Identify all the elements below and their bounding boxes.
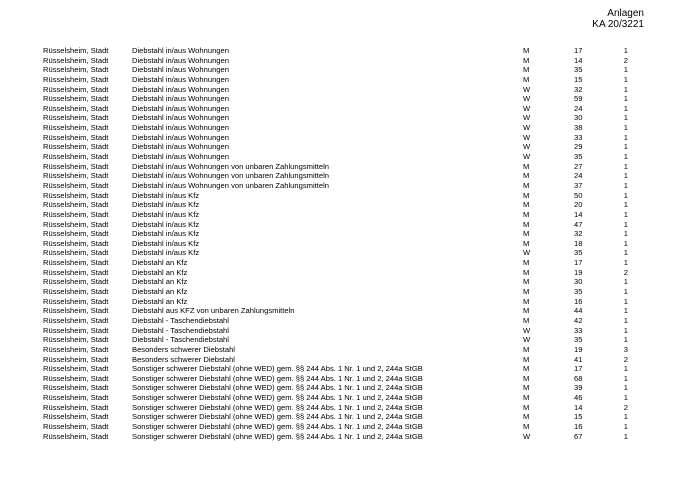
- cell-count: 1: [623, 171, 628, 181]
- cell-age: 14: [574, 402, 583, 412]
- cell-count: 1: [623, 364, 628, 374]
- cell-sex: W: [523, 123, 531, 133]
- cell-place: Rüsselsheim, Stadt: [43, 277, 109, 287]
- cell-offense: Diebstahl in/aus Wohnungen: [132, 142, 229, 152]
- table-row: [0, 345, 700, 355]
- cell-count: 1: [623, 431, 628, 441]
- table-row: [0, 422, 700, 432]
- cell-age: 47: [574, 219, 583, 229]
- cell-sex: M: [523, 238, 530, 248]
- cell-place: Rüsselsheim, Stadt: [43, 421, 109, 431]
- cell-place: Rüsselsheim, Stadt: [43, 296, 109, 306]
- cell-age: 14: [574, 209, 583, 219]
- cell-sex: W: [523, 103, 531, 113]
- cell-count: 1: [623, 161, 628, 171]
- cell-sex: M: [523, 277, 530, 287]
- table-row: [0, 46, 700, 56]
- cell-offense: Diebstahl in/aus Kfz: [132, 200, 200, 210]
- table-row: [0, 152, 700, 162]
- cell-sex: M: [523, 421, 530, 431]
- header-annex-label: Anlagen: [607, 8, 644, 19]
- cell-count: 1: [623, 315, 628, 325]
- cell-age: 19: [574, 344, 583, 354]
- cell-offense: Diebstahl in/aus Wohnungen: [132, 132, 229, 142]
- cell-offense: Diebstahl an Kfz: [132, 267, 188, 277]
- cell-age: 35: [574, 287, 583, 297]
- cell-count: 1: [623, 412, 628, 422]
- cell-count: 1: [623, 200, 628, 210]
- cell-place: Rüsselsheim, Stadt: [43, 103, 109, 113]
- cell-count: 1: [623, 373, 628, 383]
- cell-place: Rüsselsheim, Stadt: [43, 267, 109, 277]
- cell-count: 1: [623, 152, 628, 162]
- cell-offense: Diebstahl - Taschendiebstahl: [132, 335, 229, 345]
- cell-sex: M: [523, 161, 530, 171]
- cell-sex: W: [523, 132, 531, 142]
- cell-age: 35: [574, 152, 583, 162]
- cell-place: Rüsselsheim, Stadt: [43, 142, 109, 152]
- cell-age: 37: [574, 180, 583, 190]
- table-row: [0, 220, 700, 230]
- cell-offense: Besonders schwerer Diebstahl: [132, 354, 235, 364]
- cell-count: 1: [623, 65, 628, 75]
- cell-age: 17: [574, 46, 583, 55]
- data-table: [0, 46, 700, 441]
- cell-offense: Diebstahl aus KFZ von unbaren Zahlungsmitteln: [132, 306, 295, 316]
- cell-place: Rüsselsheim, Stadt: [43, 325, 109, 335]
- cell-age: 35: [574, 248, 583, 258]
- cell-place: Rüsselsheim, Stadt: [43, 180, 109, 190]
- cell-sex: W: [523, 142, 531, 152]
- cell-sex: M: [523, 412, 530, 422]
- cell-sex: M: [523, 171, 530, 181]
- cell-offense: Diebstahl in/aus Wohnungen von unbaren Zahlungsmitteln: [132, 180, 330, 190]
- table-row: [0, 133, 700, 143]
- cell-sex: M: [523, 344, 530, 354]
- cell-age: 20: [574, 200, 583, 210]
- page-header: [592, 8, 644, 30]
- cell-place: Rüsselsheim, Stadt: [43, 46, 109, 55]
- cell-offense: Diebstahl in/aus Kfz: [132, 209, 200, 219]
- cell-age: 35: [574, 335, 583, 345]
- table-row: [0, 383, 700, 393]
- table-row: [0, 374, 700, 384]
- table-row: [0, 162, 700, 172]
- cell-offense: Diebstahl in/aus Wohnungen: [132, 84, 229, 94]
- cell-place: Rüsselsheim, Stadt: [43, 248, 109, 258]
- cell-sex: M: [523, 229, 530, 239]
- cell-age: 33: [574, 325, 583, 335]
- cell-offense: Sonstiger schwerer Diebstahl (ohne WED) gem. §§ 244 Abs. 1 Nr. 1 und 2, 244a StGB: [132, 364, 423, 374]
- table-row: [0, 191, 700, 201]
- cell-sex: M: [523, 383, 530, 393]
- cell-count: 1: [623, 132, 628, 142]
- cell-age: 24: [574, 103, 583, 113]
- table-row: [0, 200, 700, 210]
- cell-place: Rüsselsheim, Stadt: [43, 113, 109, 123]
- cell-age: 46: [574, 393, 583, 403]
- cell-age: 19: [574, 267, 583, 277]
- cell-place: Rüsselsheim, Stadt: [43, 219, 109, 229]
- cell-offense: Diebstahl an Kfz: [132, 287, 188, 297]
- cell-count: 1: [623, 74, 628, 84]
- cell-count: 1: [623, 248, 628, 258]
- cell-age: 35: [574, 65, 583, 75]
- cell-age: 30: [574, 277, 583, 287]
- table-row: [0, 181, 700, 191]
- cell-count: 3: [623, 344, 628, 354]
- cell-place: Rüsselsheim, Stadt: [43, 229, 109, 239]
- table-row: [0, 335, 700, 345]
- cell-place: Rüsselsheim, Stadt: [43, 335, 109, 345]
- cell-count: 1: [623, 421, 628, 431]
- cell-sex: M: [523, 306, 530, 316]
- cell-age: 14: [574, 55, 583, 65]
- cell-place: Rüsselsheim, Stadt: [43, 315, 109, 325]
- table-row: [0, 75, 700, 85]
- cell-place: Rüsselsheim, Stadt: [43, 364, 109, 374]
- cell-count: 1: [623, 103, 628, 113]
- cell-sex: M: [523, 373, 530, 383]
- cell-offense: Diebstahl in/aus Kfz: [132, 248, 200, 258]
- cell-sex: W: [523, 113, 531, 123]
- cell-count: 2: [623, 267, 628, 277]
- table-row: [0, 355, 700, 365]
- cell-offense: Sonstiger schwerer Diebstahl (ohne WED) gem. §§ 244 Abs. 1 Nr. 1 und 2, 244a StGB: [132, 431, 423, 441]
- cell-age: 29: [574, 142, 583, 152]
- table-row: [0, 277, 700, 287]
- cell-sex: M: [523, 219, 530, 229]
- cell-count: 1: [623, 94, 628, 104]
- cell-offense: Diebstahl in/aus Wohnungen: [132, 65, 229, 75]
- cell-age: 16: [574, 421, 583, 431]
- cell-place: Rüsselsheim, Stadt: [43, 287, 109, 297]
- cell-offense: Sonstiger schwerer Diebstahl (ohne WED) gem. §§ 244 Abs. 1 Nr. 1 und 2, 244a StGB: [132, 402, 423, 412]
- cell-age: 44: [574, 306, 583, 316]
- table-row: [0, 239, 700, 249]
- cell-sex: W: [523, 325, 531, 335]
- cell-offense: Diebstahl an Kfz: [132, 277, 188, 287]
- cell-place: Rüsselsheim, Stadt: [43, 258, 109, 268]
- cell-offense: Diebstahl in/aus Wohnungen von unbaren Zahlungsmitteln: [132, 171, 330, 181]
- cell-offense: Diebstahl an Kfz: [132, 296, 188, 306]
- cell-place: Rüsselsheim, Stadt: [43, 383, 109, 393]
- cell-sex: W: [523, 431, 531, 441]
- cell-offense: Diebstahl in/aus Wohnungen: [132, 55, 229, 65]
- cell-place: Rüsselsheim, Stadt: [43, 209, 109, 219]
- cell-offense: Sonstiger schwerer Diebstahl (ohne WED) gem. §§ 244 Abs. 1 Nr. 1 und 2, 244a StGB: [132, 412, 423, 422]
- cell-place: Rüsselsheim, Stadt: [43, 238, 109, 248]
- table-row: [0, 123, 700, 133]
- table-row: [0, 113, 700, 123]
- table-row: [0, 268, 700, 278]
- cell-count: 1: [623, 180, 628, 190]
- cell-count: 1: [623, 113, 628, 123]
- cell-sex: M: [523, 46, 530, 55]
- cell-age: 17: [574, 258, 583, 268]
- cell-place: Rüsselsheim, Stadt: [43, 161, 109, 171]
- cell-sex: M: [523, 402, 530, 412]
- cell-place: Rüsselsheim, Stadt: [43, 190, 109, 200]
- cell-sex: M: [523, 55, 530, 65]
- cell-offense: Diebstahl in/aus Kfz: [132, 190, 200, 200]
- cell-count: 2: [623, 354, 628, 364]
- cell-count: 1: [623, 238, 628, 248]
- table-row: [0, 258, 700, 268]
- cell-sex: M: [523, 296, 530, 306]
- cell-count: 1: [623, 306, 628, 316]
- cell-place: Rüsselsheim, Stadt: [43, 65, 109, 75]
- table-row: [0, 94, 700, 104]
- cell-place: Rüsselsheim, Stadt: [43, 152, 109, 162]
- cell-count: 1: [623, 142, 628, 152]
- cell-place: Rüsselsheim, Stadt: [43, 132, 109, 142]
- cell-sex: M: [523, 200, 530, 210]
- cell-sex: M: [523, 209, 530, 219]
- cell-sex: M: [523, 267, 530, 277]
- table-row: [0, 316, 700, 326]
- table-row: [0, 432, 700, 442]
- cell-sex: M: [523, 258, 530, 268]
- cell-age: 41: [574, 354, 583, 364]
- table-row: [0, 210, 700, 220]
- cell-offense: Diebstahl - Taschendiebstahl: [132, 325, 229, 335]
- cell-count: 1: [623, 209, 628, 219]
- cell-age: 67: [574, 431, 583, 441]
- cell-sex: M: [523, 393, 530, 403]
- cell-offense: Diebstahl in/aus Wohnungen: [132, 46, 229, 55]
- cell-count: 1: [623, 325, 628, 335]
- table-row: [0, 297, 700, 307]
- cell-offense: Diebstahl in/aus Wohnungen: [132, 123, 229, 133]
- cell-offense: Diebstahl in/aus Kfz: [132, 219, 200, 229]
- cell-offense: Diebstahl in/aus Wohnungen: [132, 103, 229, 113]
- cell-count: 1: [623, 335, 628, 345]
- cell-offense: Besonders schwerer Diebstahl: [132, 344, 235, 354]
- cell-age: 18: [574, 238, 583, 248]
- cell-age: 30: [574, 113, 583, 123]
- cell-offense: Sonstiger schwerer Diebstahl (ohne WED) gem. §§ 244 Abs. 1 Nr. 1 und 2, 244a StGB: [132, 383, 423, 393]
- cell-sex: W: [523, 84, 531, 94]
- cell-sex: M: [523, 190, 530, 200]
- cell-count: 1: [623, 229, 628, 239]
- cell-age: 24: [574, 171, 583, 181]
- cell-age: 17: [574, 364, 583, 374]
- cell-count: 2: [623, 55, 628, 65]
- cell-sex: M: [523, 287, 530, 297]
- cell-count: 1: [623, 383, 628, 393]
- cell-age: 68: [574, 373, 583, 383]
- cell-count: 1: [623, 84, 628, 94]
- cell-place: Rüsselsheim, Stadt: [43, 123, 109, 133]
- table-row: [0, 171, 700, 181]
- cell-age: 39: [574, 383, 583, 393]
- table-row: [0, 364, 700, 374]
- table-row: [0, 393, 700, 403]
- table-row: [0, 142, 700, 152]
- cell-place: Rüsselsheim, Stadt: [43, 74, 109, 84]
- table-row: [0, 306, 700, 316]
- cell-offense: Diebstahl in/aus Wohnungen: [132, 74, 229, 84]
- cell-count: 1: [623, 219, 628, 229]
- cell-offense: Sonstiger schwerer Diebstahl (ohne WED) gem. §§ 244 Abs. 1 Nr. 1 und 2, 244a StGB: [132, 421, 423, 431]
- cell-place: Rüsselsheim, Stadt: [43, 431, 109, 441]
- cell-age: 16: [574, 296, 583, 306]
- cell-place: Rüsselsheim, Stadt: [43, 84, 109, 94]
- cell-count: 1: [623, 277, 628, 287]
- cell-age: 27: [574, 161, 583, 171]
- cell-count: 1: [623, 123, 628, 133]
- table-row: [0, 403, 700, 413]
- cell-age: 15: [574, 412, 583, 422]
- cell-offense: Diebstahl in/aus Kfz: [132, 229, 200, 239]
- cell-offense: Diebstahl an Kfz: [132, 258, 188, 268]
- cell-sex: M: [523, 65, 530, 75]
- cell-sex: W: [523, 152, 531, 162]
- cell-sex: M: [523, 354, 530, 364]
- cell-offense: Diebstahl in/aus Wohnungen: [132, 113, 229, 123]
- cell-place: Rüsselsheim, Stadt: [43, 55, 109, 65]
- cell-count: 2: [623, 402, 628, 412]
- cell-place: Rüsselsheim, Stadt: [43, 200, 109, 210]
- header-reference-number: KA 20/3221: [592, 19, 644, 30]
- cell-age: 32: [574, 229, 583, 239]
- cell-age: 42: [574, 315, 583, 325]
- table-row: [0, 104, 700, 114]
- cell-sex: M: [523, 364, 530, 374]
- cell-count: 1: [623, 296, 628, 306]
- cell-sex: M: [523, 315, 530, 325]
- cell-count: 1: [623, 46, 628, 55]
- cell-place: Rüsselsheim, Stadt: [43, 344, 109, 354]
- cell-sex: W: [523, 335, 531, 345]
- table-row: [0, 229, 700, 239]
- cell-offense: Diebstahl - Taschendiebstahl: [132, 315, 229, 325]
- table-row: [0, 85, 700, 95]
- cell-count: 1: [623, 190, 628, 200]
- cell-age: 50: [574, 190, 583, 200]
- table-row: [0, 412, 700, 422]
- cell-count: 1: [623, 258, 628, 268]
- table-row: [0, 287, 700, 297]
- cell-offense: Sonstiger schwerer Diebstahl (ohne WED) gem. §§ 244 Abs. 1 Nr. 1 und 2, 244a StGB: [132, 373, 423, 383]
- cell-offense: Diebstahl in/aus Wohnungen: [132, 94, 229, 104]
- cell-offense: Diebstahl in/aus Wohnungen von unbaren Zahlungsmitteln: [132, 161, 330, 171]
- cell-age: 59: [574, 94, 583, 104]
- cell-age: 15: [574, 74, 583, 84]
- cell-count: 1: [623, 287, 628, 297]
- cell-offense: Diebstahl in/aus Kfz: [132, 238, 200, 248]
- cell-place: Rüsselsheim, Stadt: [43, 306, 109, 316]
- cell-offense: Diebstahl in/aus Wohnungen: [132, 152, 229, 162]
- cell-sex: W: [523, 94, 531, 104]
- cell-place: Rüsselsheim, Stadt: [43, 402, 109, 412]
- cell-sex: M: [523, 74, 530, 84]
- table-row: [0, 65, 700, 75]
- cell-place: Rüsselsheim, Stadt: [43, 94, 109, 104]
- cell-sex: M: [523, 180, 530, 190]
- cell-offense: Sonstiger schwerer Diebstahl (ohne WED) gem. §§ 244 Abs. 1 Nr. 1 und 2, 244a StGB: [132, 393, 423, 403]
- cell-place: Rüsselsheim, Stadt: [43, 393, 109, 403]
- table-row: [0, 56, 700, 66]
- cell-age: 32: [574, 84, 583, 94]
- cell-place: Rüsselsheim, Stadt: [43, 412, 109, 422]
- cell-count: 1: [623, 393, 628, 403]
- cell-age: 38: [574, 123, 583, 133]
- cell-place: Rüsselsheim, Stadt: [43, 171, 109, 181]
- cell-sex: W: [523, 248, 531, 258]
- table-row: [0, 248, 700, 258]
- cell-age: 33: [574, 132, 583, 142]
- cell-place: Rüsselsheim, Stadt: [43, 354, 109, 364]
- table-row: [0, 326, 700, 336]
- cell-place: Rüsselsheim, Stadt: [43, 373, 109, 383]
